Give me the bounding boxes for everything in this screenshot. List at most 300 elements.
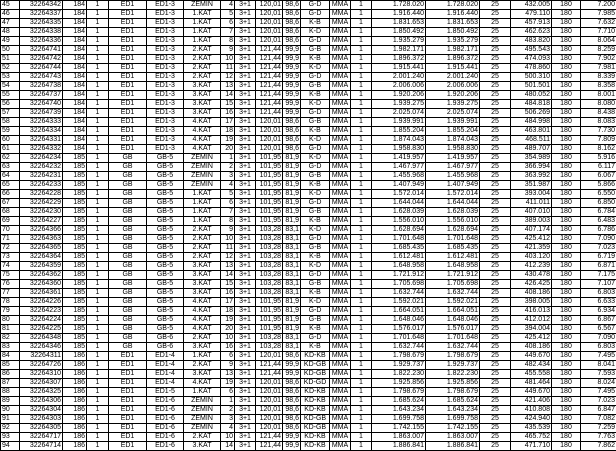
cell-type-code: MMA <box>330 217 351 226</box>
cell-down-payment: 495.543 <box>511 46 552 55</box>
cell-building-section: GB-5 <box>147 217 184 226</box>
cell-count: 1 <box>87 370 109 379</box>
cell-row-number: 82 <box>1 334 20 343</box>
cell-net-area: 99,9 <box>283 64 301 73</box>
cell-qty: 1 <box>351 109 372 118</box>
cell-installments: 180 <box>552 289 581 298</box>
cell-gross-area: 120,01 <box>256 136 283 145</box>
cell-floor: 1.KAT <box>184 19 221 28</box>
cell-unit-id: 32264332 <box>20 145 63 154</box>
cell-type-code: MMA <box>330 262 351 271</box>
cell-gross-area: 101,95 <box>256 154 283 163</box>
cell-qty: 1 <box>351 145 372 154</box>
cell-room-type: 3+1 <box>235 235 256 244</box>
cell-list-price: 1.742.155 <box>372 424 426 433</box>
cell-list-price: 1.643.234 <box>372 406 426 415</box>
cell-list-price: 1.467.977 <box>372 163 426 172</box>
cell-percent: 25 <box>480 424 511 433</box>
cell-sale-price: 1.850.492 <box>426 28 480 37</box>
cell-installment-amount: 8.064 <box>581 37 616 46</box>
cell-apartment-no: 8 <box>221 217 235 226</box>
cell-count: 1 <box>87 1 109 10</box>
cell-block-no: 185 <box>63 334 87 343</box>
cell-installment-amount: 8.001 <box>581 91 616 100</box>
cell-facade: K-B <box>301 127 330 136</box>
cell-unit-id: 32264717 <box>20 433 63 442</box>
table-row <box>1 127 616 136</box>
cell-installments: 180 <box>552 82 581 91</box>
cell-net-area: 81,9 <box>283 298 301 307</box>
cell-gross-area: 120,01 <box>256 424 283 433</box>
cell-block-no: 186 <box>63 397 87 406</box>
cell-net-area: 98,6 <box>283 397 301 406</box>
table-row <box>1 235 616 244</box>
cell-percent: 25 <box>480 307 511 316</box>
cell-building-section: ED1-6 <box>147 406 184 415</box>
cell-net-area: 81,9 <box>283 307 301 316</box>
cell-block-no: 184 <box>63 37 87 46</box>
cell-room-type: 3+1 <box>235 424 256 433</box>
cell-room-type: 3+1 <box>235 289 256 298</box>
table-row <box>1 145 616 154</box>
cell-net-area: 99,9 <box>283 91 301 100</box>
cell-sale-price: 1.685.435 <box>426 244 480 253</box>
cell-floor: 1.KAT <box>184 217 221 226</box>
cell-gross-area: 103,28 <box>256 334 283 343</box>
cell-floor: ZEMIN <box>184 172 221 181</box>
cell-sale-price: 1.612.481 <box>426 253 480 262</box>
cell-row-number: 94 <box>1 442 20 451</box>
cell-down-payment: 407.174 <box>511 226 552 235</box>
table-row <box>1 37 616 46</box>
cell-room-type: 3+1 <box>235 154 256 163</box>
cell-sale-price: 1.920.206 <box>426 91 480 100</box>
cell-apartment-no: 15 <box>221 100 235 109</box>
cell-apartment-no: 8 <box>221 37 235 46</box>
cell-installment-amount: 6.934 <box>581 307 616 316</box>
cell-block-no: 185 <box>63 280 87 289</box>
cell-down-payment: 471.710 <box>511 442 552 451</box>
cell-row-number: 50 <box>1 46 20 55</box>
cell-row-number: 59 <box>1 127 20 136</box>
cell-down-payment: 403.120 <box>511 253 552 262</box>
cell-row-number: 68 <box>1 208 20 217</box>
cell-net-area: 81,9 <box>283 316 301 325</box>
cell-installment-amount: 7.593 <box>581 370 616 379</box>
cell-building-section: ED1-3 <box>147 109 184 118</box>
cell-floor: 4.KAT <box>184 127 221 136</box>
cell-apartment-no: 7 <box>221 28 235 37</box>
cell-block-no: 185 <box>63 289 87 298</box>
cell-installments: 180 <box>552 100 581 109</box>
cell-facade: KD-KB <box>301 388 330 397</box>
cell-net-area: 98,6 <box>283 388 301 397</box>
cell-building: ED1 <box>109 1 147 10</box>
cell-net-area: 98,6 <box>283 19 301 28</box>
cell-apartment-no: 5 <box>221 190 235 199</box>
cell-building-section: GB-5 <box>147 154 184 163</box>
cell-room-type: 3+1 <box>235 118 256 127</box>
cell-apartment-no: 14 <box>221 91 235 100</box>
cell-facade: G-D <box>301 1 330 10</box>
cell-qty: 1 <box>351 226 372 235</box>
cell-building: ED1 <box>109 37 147 46</box>
cell-building: ED1 <box>109 73 147 82</box>
cell-building-section: GB-5 <box>147 316 184 325</box>
cell-apartment-no: 9 <box>221 361 235 370</box>
cell-qty: 1 <box>351 118 372 127</box>
cell-facade: K-B <box>301 325 330 334</box>
cell-row-number: 79 <box>1 307 20 316</box>
table-row <box>1 91 616 100</box>
cell-list-price: 2.025.074 <box>372 109 426 118</box>
cell-type-code: MMA <box>330 325 351 334</box>
cell-unit-id: 32264740 <box>20 100 63 109</box>
cell-percent: 25 <box>480 289 511 298</box>
cell-building-section: ED1-6 <box>147 415 184 424</box>
table-row <box>1 154 616 163</box>
cell-room-type: 3+1 <box>235 298 256 307</box>
cell-gross-area: 121,44 <box>256 433 283 442</box>
cell-percent: 25 <box>480 325 511 334</box>
cell-facade: K-D <box>301 190 330 199</box>
cell-percent: 25 <box>480 190 511 199</box>
cell-apartment-no: 2 <box>221 406 235 415</box>
cell-net-area: 99,9 <box>283 46 301 55</box>
cell-net-area: 81,9 <box>283 325 301 334</box>
cell-apartment-no: 10 <box>221 55 235 64</box>
cell-apartment-no: 2 <box>221 163 235 172</box>
cell-installment-amount: 6.550 <box>581 190 616 199</box>
table-row <box>1 262 616 271</box>
table-row <box>1 244 616 253</box>
cell-apartment-no: 20 <box>221 145 235 154</box>
cell-gross-area: 121,44 <box>256 82 283 91</box>
cell-installment-amount: 8.358 <box>581 82 616 91</box>
cell-installment-amount: 6.871 <box>581 262 616 271</box>
cell-list-price: 1.831.653 <box>372 19 426 28</box>
cell-installment-amount: 7.023 <box>581 397 616 406</box>
table-row <box>1 64 616 73</box>
cell-count: 1 <box>87 316 109 325</box>
cell-list-price: 1.915.441 <box>372 64 426 73</box>
cell-unit-id: 32264303 <box>20 415 63 424</box>
cell-sale-price: 1.643.234 <box>426 406 480 415</box>
cell-row-number: 65 <box>1 181 20 190</box>
cell-facade: KD-GB <box>301 424 330 433</box>
cell-list-price: 1.701.648 <box>372 235 426 244</box>
cell-list-price: 1.935.279 <box>372 37 426 46</box>
table-row <box>1 352 616 361</box>
cell-list-price: 1.592.021 <box>372 298 426 307</box>
cell-list-price: 1.664.051 <box>372 307 426 316</box>
cell-type-code: MMA <box>330 28 351 37</box>
cell-block-no: 186 <box>63 379 87 388</box>
cell-facade: K-D <box>301 154 330 163</box>
cell-unit-id: 32264366 <box>20 226 63 235</box>
cell-facade: G-D <box>301 271 330 280</box>
cell-building: ED1 <box>109 415 147 424</box>
cell-room-type: 3+1 <box>235 64 256 73</box>
cell-net-area: 98,6 <box>283 118 301 127</box>
cell-building-section: ED1-3 <box>147 19 184 28</box>
cell-down-payment: 366.994 <box>511 163 552 172</box>
cell-building: ED1 <box>109 406 147 415</box>
cell-building-section: GB-5 <box>147 190 184 199</box>
cell-type-code: MMA <box>330 109 351 118</box>
cell-room-type: 3+1 <box>235 370 256 379</box>
cell-building-section: GB-5 <box>147 271 184 280</box>
cell-unit-id: 32264333 <box>20 118 63 127</box>
cell-floor: 2.KAT <box>184 253 221 262</box>
cell-net-area: 98,6 <box>283 28 301 37</box>
cell-block-no: 185 <box>63 190 87 199</box>
cell-count: 1 <box>87 298 109 307</box>
cell-down-payment: 500.310 <box>511 73 552 82</box>
cell-building-section: ED1-3 <box>147 37 184 46</box>
cell-block-no: 185 <box>63 154 87 163</box>
cell-percent: 25 <box>480 37 511 46</box>
cell-room-type: 3+1 <box>235 145 256 154</box>
cell-sale-price: 1.886.841 <box>426 442 480 451</box>
cell-count: 1 <box>87 100 109 109</box>
cell-down-payment: 506.269 <box>511 109 552 118</box>
cell-down-payment: 481.464 <box>511 379 552 388</box>
cell-net-area: 98,6 <box>283 406 301 415</box>
cell-facade: K-B <box>301 91 330 100</box>
cell-unit-id: 32264331 <box>20 136 63 145</box>
cell-sale-price: 1.798.679 <box>426 388 480 397</box>
cell-facade: G-D <box>301 199 330 208</box>
cell-building-section: GB-5 <box>147 262 184 271</box>
cell-sale-price: 1.685.624 <box>426 397 480 406</box>
cell-percent: 25 <box>480 244 511 253</box>
cell-building: ED1 <box>109 361 147 370</box>
cell-down-payment: 484.818 <box>511 100 552 109</box>
cell-sale-price: 2.025.074 <box>426 109 480 118</box>
cell-list-price: 1.929.737 <box>372 361 426 370</box>
cell-count: 1 <box>87 145 109 154</box>
cell-net-area: 81,9 <box>283 172 301 181</box>
cell-type-code: MMA <box>330 172 351 181</box>
cell-list-price: 1.982.171 <box>372 46 426 55</box>
cell-building: ED1 <box>109 370 147 379</box>
cell-building: GB <box>109 289 147 298</box>
table-row <box>1 163 616 172</box>
cell-building: GB <box>109 226 147 235</box>
cell-list-price: 1.699.758 <box>372 415 426 424</box>
cell-gross-area: 103,28 <box>256 226 283 235</box>
cell-count: 1 <box>87 118 109 127</box>
cell-building: ED1 <box>109 145 147 154</box>
cell-list-price: 1.863.007 <box>372 433 426 442</box>
cell-floor: 3.KAT <box>184 100 221 109</box>
cell-sale-price: 1.628.694 <box>426 226 480 235</box>
cell-row-number: 52 <box>1 64 20 73</box>
cell-floor: 2.KAT <box>184 334 221 343</box>
cell-gross-area: 103,28 <box>256 280 283 289</box>
cell-room-type: 3+1 <box>235 28 256 37</box>
table-row <box>1 280 616 289</box>
cell-qty: 1 <box>351 343 372 352</box>
cell-gross-area: 121,44 <box>256 91 283 100</box>
cell-unit-id: 32264738 <box>20 82 63 91</box>
cell-room-type: 3+1 <box>235 397 256 406</box>
cell-floor: ZEMIN <box>184 424 221 433</box>
cell-percent: 25 <box>480 82 511 91</box>
cell-type-code: MMA <box>330 316 351 325</box>
cell-floor: 4.KAT <box>184 118 221 127</box>
cell-net-area: 99,9 <box>283 442 301 451</box>
cell-gross-area: 101,95 <box>256 307 283 316</box>
cell-list-price: 1.556.010 <box>372 217 426 226</box>
cell-sale-price: 1.915.441 <box>426 64 480 73</box>
cell-building-section: GB-5 <box>147 235 184 244</box>
cell-row-number: 48 <box>1 28 20 37</box>
cell-count: 1 <box>87 91 109 100</box>
cell-sale-price: 1.896.372 <box>426 55 480 64</box>
cell-net-area: 81,9 <box>283 154 301 163</box>
cell-net-area: 83,1 <box>283 244 301 253</box>
cell-gross-area: 101,95 <box>256 325 283 334</box>
cell-gross-area: 103,28 <box>256 343 283 352</box>
cell-apartment-no: 6 <box>221 199 235 208</box>
cell-row-number: 81 <box>1 325 20 334</box>
cell-row-number: 86 <box>1 370 20 379</box>
cell-building-section: ED1-4 <box>147 370 184 379</box>
cell-unit-id: 32264342 <box>20 1 63 10</box>
cell-installments: 180 <box>552 388 581 397</box>
cell-installment-amount: 6.867 <box>581 316 616 325</box>
cell-net-area: 98,6 <box>283 424 301 433</box>
cell-count: 1 <box>87 64 109 73</box>
cell-apartment-no: 17 <box>221 298 235 307</box>
cell-row-number: 71 <box>1 235 20 244</box>
cell-floor: 3.KAT <box>184 370 221 379</box>
cell-down-payment: 410.808 <box>511 406 552 415</box>
cell-apartment-no: 18 <box>221 127 235 136</box>
cell-list-price: 1.728.020 <box>372 1 426 10</box>
cell-list-price: 1.939.991 <box>372 118 426 127</box>
cell-unit-id: 32264305 <box>20 424 63 433</box>
cell-down-payment: 480.052 <box>511 91 552 100</box>
cell-list-price: 1.896.372 <box>372 55 426 64</box>
cell-facade: G-B <box>301 172 330 181</box>
cell-down-payment: 435.539 <box>511 424 552 433</box>
cell-down-payment: 421.406 <box>511 397 552 406</box>
table-row <box>1 361 616 370</box>
cell-percent: 25 <box>480 235 511 244</box>
cell-room-type: 3+1 <box>235 190 256 199</box>
cell-block-no: 185 <box>63 235 87 244</box>
cell-block-no: 184 <box>63 100 87 109</box>
cell-count: 1 <box>87 226 109 235</box>
cell-type-code: MMA <box>330 154 351 163</box>
cell-count: 1 <box>87 163 109 172</box>
cell-type-code: MMA <box>330 442 351 451</box>
cell-block-no: 185 <box>63 298 87 307</box>
cell-qty: 1 <box>351 73 372 82</box>
cell-percent: 25 <box>480 226 511 235</box>
cell-building: GB <box>109 154 147 163</box>
cell-installments: 180 <box>552 145 581 154</box>
cell-building-section: GB-5 <box>147 181 184 190</box>
cell-facade: G-D <box>301 145 330 154</box>
cell-gross-area: 103,28 <box>256 253 283 262</box>
cell-down-payment: 389.003 <box>511 217 552 226</box>
cell-room-type: 3+1 <box>235 325 256 334</box>
cell-facade: K-D <box>301 28 330 37</box>
cell-type-code: MMA <box>330 82 351 91</box>
cell-installment-amount: 5.866 <box>581 181 616 190</box>
cell-list-price: 1.721.912 <box>372 271 426 280</box>
cell-sale-price: 1.925.856 <box>426 379 480 388</box>
cell-type-code: MMA <box>330 397 351 406</box>
cell-row-number: 61 <box>1 145 20 154</box>
cell-sale-price: 1.798.679 <box>426 352 480 361</box>
cell-qty: 1 <box>351 136 372 145</box>
cell-facade: G-D <box>301 235 330 244</box>
cell-count: 1 <box>87 307 109 316</box>
cell-building-section: ED1-6 <box>147 424 184 433</box>
cell-block-no: 184 <box>63 64 87 73</box>
cell-installment-amount: 6.633 <box>581 298 616 307</box>
cell-down-payment: 393.004 <box>511 190 552 199</box>
cell-facade: KD-KB <box>301 397 330 406</box>
cell-floor: ZEMIN <box>184 181 221 190</box>
cell-percent: 25 <box>480 73 511 82</box>
cell-type-code: MMA <box>330 73 351 82</box>
cell-down-payment: 351.987 <box>511 181 552 190</box>
cell-gross-area: 120,01 <box>256 127 283 136</box>
cell-percent: 25 <box>480 217 511 226</box>
cell-unit-id: 32264311 <box>20 352 63 361</box>
cell-percent: 25 <box>480 91 511 100</box>
cell-building-section: GB-5 <box>147 226 184 235</box>
cell-qty: 1 <box>351 370 372 379</box>
cell-count: 1 <box>87 244 109 253</box>
cell-installments: 180 <box>552 127 581 136</box>
table-row <box>1 217 616 226</box>
cell-room-type: 3+1 <box>235 91 256 100</box>
cell-percent: 25 <box>480 406 511 415</box>
cell-row-number: 90 <box>1 406 20 415</box>
cell-type-code: MMA <box>330 37 351 46</box>
cell-facade: G-D <box>301 163 330 172</box>
cell-list-price: 1.685.435 <box>372 244 426 253</box>
cell-installments: 180 <box>552 109 581 118</box>
cell-count: 1 <box>87 172 109 181</box>
table-row <box>1 307 616 316</box>
cell-building-section: ED1-6 <box>147 442 184 451</box>
cell-building: GB <box>109 325 147 334</box>
cell-down-payment: 426.425 <box>511 280 552 289</box>
cell-sale-price: 1.863.007 <box>426 433 480 442</box>
cell-percent: 25 <box>480 55 511 64</box>
cell-unit-id: 32264230 <box>20 208 63 217</box>
cell-gross-area: 120,01 <box>256 406 283 415</box>
cell-gross-area: 121,44 <box>256 109 283 118</box>
cell-row-number: 78 <box>1 298 20 307</box>
cell-list-price: 1.939.275 <box>372 100 426 109</box>
cell-installments: 180 <box>552 172 581 181</box>
cell-unit-id: 32264744 <box>20 64 63 73</box>
cell-block-no: 186 <box>63 370 87 379</box>
cell-percent: 25 <box>480 100 511 109</box>
cell-building: ED1 <box>109 397 147 406</box>
cell-row-number: 83 <box>1 343 20 352</box>
cell-installment-amount: 7.090 <box>581 235 616 244</box>
